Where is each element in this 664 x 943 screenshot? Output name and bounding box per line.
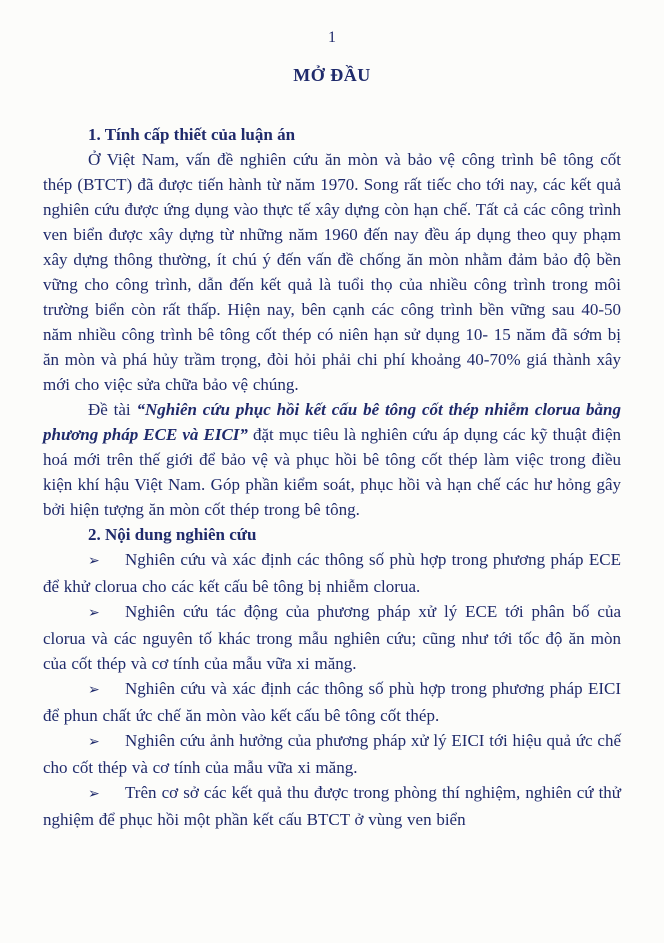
arrow-bullet-icon: ➢ [88,786,100,802]
list-item-4-text: Nghiên cứu ảnh hưởng của phương pháp xử lý EICI tới hiệu quả ức chế cho cốt thép và cơ tính của mẫu vữa xi măng. [43,731,621,777]
list-item-3-text: Nghiên cứu và xác định các thông số phù hợp trong phương pháp EICI để phun chất ức chế ăn mòn vào kết cấu bê tông cốt thép. [43,679,621,725]
list-item-5-text: Trên cơ sở các kết quả thu được trong phòng thí nghiệm, nghiên cứ thử nghiệm để phục hồi một phần kết cấu BTCT ở vùng ven biển [43,783,621,829]
arrow-bullet-icon: ➢ [88,682,100,698]
paragraph-1-text: Ở Việt Nam, vấn đề nghiên cứu ăn mòn và bảo vệ công trình bê tông cốt thép (BTCT) đã được tiến hành từ năm 1970. Song rất tiếc cho tới nay, các kết quả nghiên cứu được ứng dụng vào thực tế xây dựng còn hạn chế. Tất cả các công trình ven biển được xây dựng từ những năm 1960 đến nay đều áp dụng theo quy phạm xây dựng thông thường, ít chú ý đến vấn đề chống ăn mòn nhằm đảm bảo độ bền vững cho công trình, dẫn đến kết quả là tuổi thọ của nhiều công trình trong môi trường biển còn rất thấp. Hiện nay, bên cạnh các công trình bền vững sau 40-50 năm nhiều công trình bê tông cốt thép có niên hạn sử dụng 10- 15 năm đã sớm bị ăn mòn và phá hủy trầm trọng, đòi hỏi phải chi phí khoảng 40-70% giá thành xây mới cho việc sửa chữa bảo vệ chúng. [43,150,621,394]
document-title: MỞ ĐẦU [293,65,371,85]
list-item-5 [43,780,621,832]
section-heading-2: 2. Nội dung nghiên cứu [88,525,257,544]
paragraph-2-lead: Đề tài [88,400,137,419]
paragraph-1 [43,147,621,397]
list-item-3 [43,676,621,728]
arrow-bullet-icon: ➢ [88,605,100,621]
thesis-title-emphasis: “Nghiên cứu phục hồi kết cấu bê tông cốt thép nhiễm clorua bằng phương pháp ECE và EICI” [43,400,621,444]
section-heading-1: 1. Tính cấp thiết của luận án [88,125,296,144]
arrow-bullet-icon: ➢ [88,734,100,750]
paragraph-2 [43,397,621,522]
paragraph-2-rest: đặt mục tiêu là nghiên cứu áp dụng các kỹ thuật điện hoá mới trên thế giới để bảo vệ và phục hồi bê tông cốt thép làm việc trong điều kiện khí hậu Việt Nam. Góp phần kiểm soát, phục hồi và hạn chế các hư hỏng gây bởi hiện tượng ăn mòn cốt thép trong bê tông. [43,425,621,519]
list-item-1-text: Nghiên cứu và xác định các thông số phù hợp trong phương pháp ECE để khử clorua cho các kết cấu bê tông bị nhiễm clorua. [43,550,621,596]
list-item-2-text: Nghiên cứu tác động của phương pháp xử lý ECE tới phân bố của clorua và các nguyên tố khác trong mẫu nghiên cứu; cũng như tới tốc độ ăn mòn của cốt thép và cơ tính của mẫu vữa xi măng. [43,602,621,673]
list-item-2 [43,599,621,676]
list-item-1 [43,547,621,599]
arrow-bullet-icon: ➢ [88,553,100,569]
page-number: 1 [328,29,336,46]
list-item-4 [43,728,621,780]
